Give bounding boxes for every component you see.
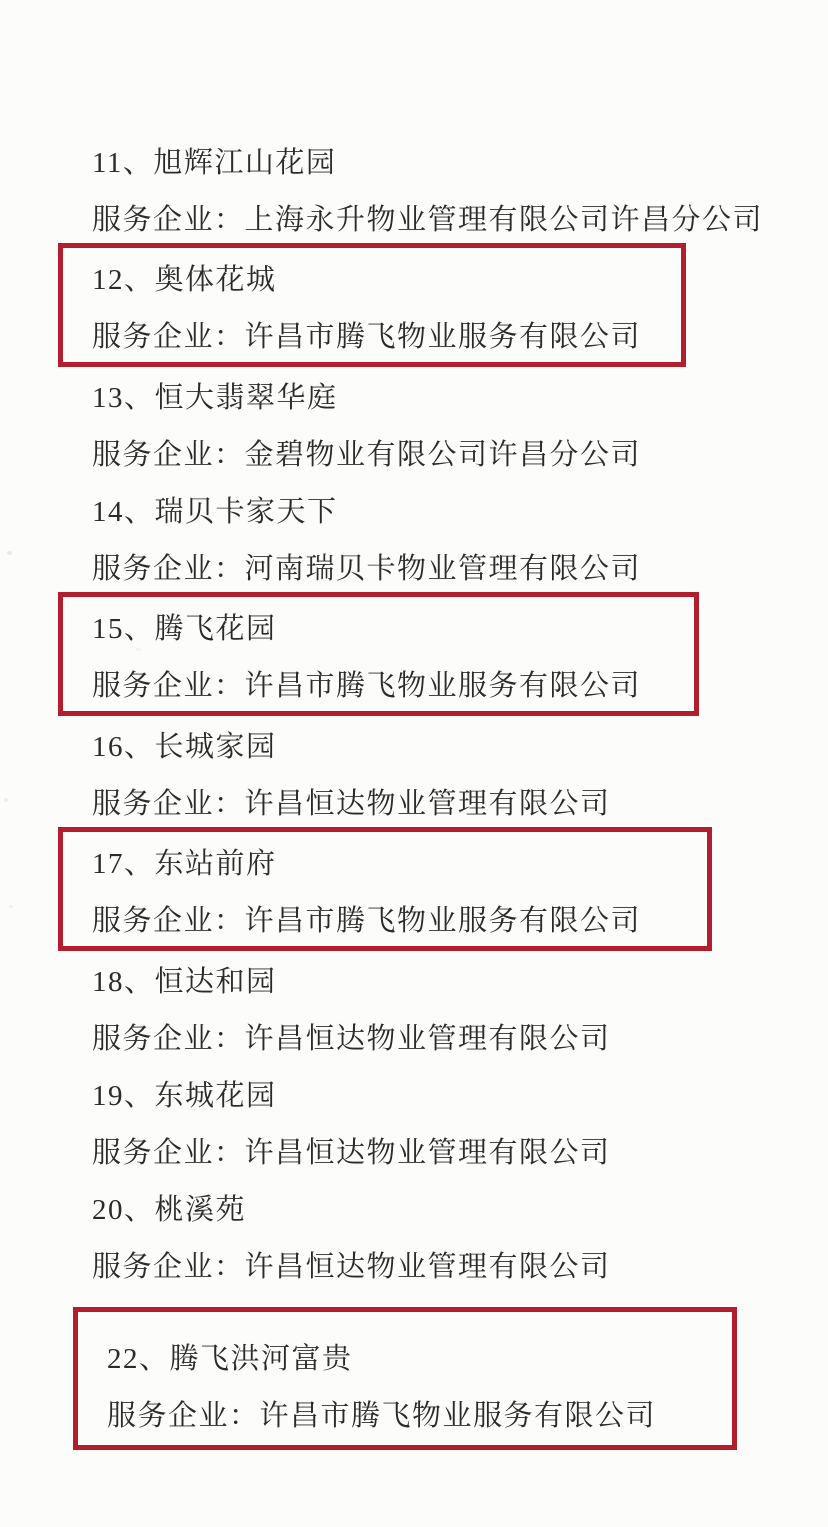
entry-company: 服务企业：河南瑞贝卡物业管理有限公司: [92, 553, 642, 585]
entry-company: 服务企业：许昌市腾飞物业服务有限公司: [107, 1400, 657, 1432]
list-entry: [92, 495, 792, 586]
entry-title: 17、东站前府: [92, 848, 277, 880]
entry-company: 服务企业：许昌恒达物业管理有限公司: [92, 1137, 611, 1169]
highlight-box: [58, 592, 699, 716]
scan-speckle: [7, 551, 12, 555]
list-entry: [92, 381, 792, 472]
highlight-box: [58, 827, 712, 951]
highlight-box: [73, 1307, 737, 1450]
entry-title: 13、恒大翡翠华庭: [92, 382, 338, 414]
community-list: [92, 146, 792, 1464]
list-entry: [92, 1079, 792, 1170]
entry-title: 20、桃溪苑: [92, 1194, 247, 1226]
entry-company: 服务企业：金碧物业有限公司许昌分公司: [92, 439, 642, 471]
entry-company: 服务企业：许昌市腾飞物业服务有限公司: [92, 905, 642, 937]
list-entry: [92, 146, 792, 237]
entry-title: 18、恒达和园: [92, 966, 277, 998]
entry-title: 22、腾飞洪河富贵: [107, 1343, 353, 1375]
entry-company: 服务企业：许昌恒达物业管理有限公司: [92, 788, 611, 820]
entry-company: 服务企业：许昌市腾飞物业服务有限公司: [92, 670, 642, 702]
list-entry: [92, 730, 792, 821]
list-entry: [92, 965, 792, 1056]
highlight-box: [58, 243, 686, 367]
entry-company: 服务企业：上海永升物业管理有限公司许昌分公司: [92, 204, 764, 236]
scan-speckle: [9, 905, 13, 908]
entry-title: 14、瑞贝卡家天下: [92, 496, 338, 528]
entry-title: 19、东城花园: [92, 1080, 277, 1112]
entry-company: 服务企业：许昌恒达物业管理有限公司: [92, 1251, 611, 1283]
entry-title: 15、腾飞花园: [92, 613, 277, 645]
list-entry: [92, 1193, 792, 1284]
entry-company: 服务企业：许昌恒达物业管理有限公司: [92, 1023, 611, 1055]
entry-company: 服务企业：许昌市腾飞物业服务有限公司: [92, 321, 642, 353]
entry-title: 12、奥体花城: [92, 264, 277, 296]
scan-speckle: [135, 648, 141, 651]
entry-title: 11、旭辉江山花园: [92, 147, 337, 179]
scan-speckle: [4, 798, 8, 802]
entry-title: 16、长城家园: [92, 731, 277, 763]
